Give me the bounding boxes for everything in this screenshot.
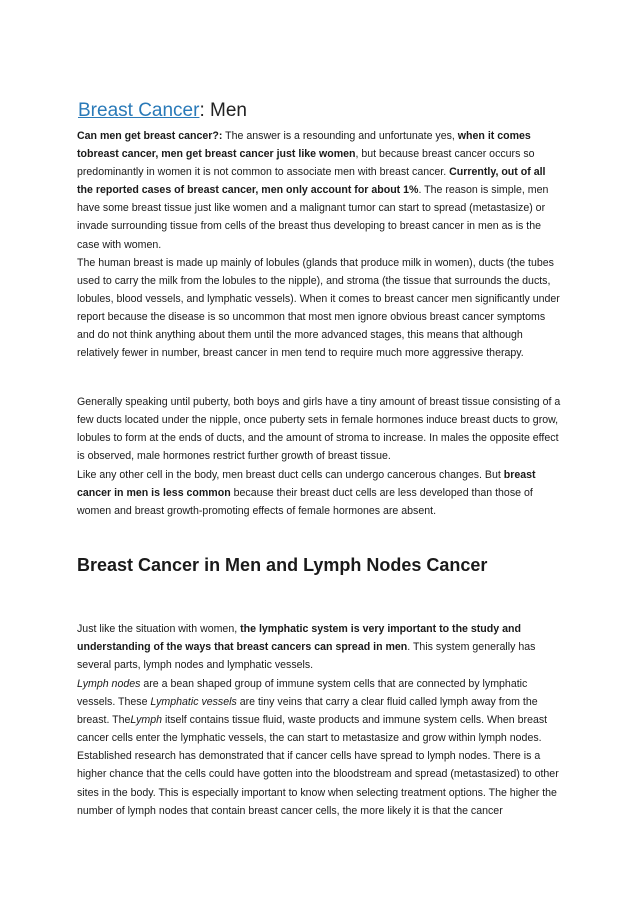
lymph-text-2: . This system generally has several parts, lymph nodes and lymphatic vessels. xyxy=(77,641,536,672)
duct-text-2: because their breast duct cells are less developed than those of women and breast growth-promoting effects of female hormones are absent. xyxy=(77,487,533,518)
lymph-emphasis: the lymphatic system is very important to the study and understanding of the ways that breast cancers can spread in men xyxy=(77,623,521,654)
intro-emphasis-1: when it comes tobreast cancer, men get breast cancer just like women xyxy=(77,130,531,161)
lymph-nodes-term: Lymph nodes xyxy=(77,678,141,690)
paragraph-puberty: Generally speaking until puberty, both boys and girls have a tiny amount of breast tissue consisting of a few ducts located under the nipple, once puberty sets in female hormones induce breast ducts to grow, lobules to form at the ends of ducts, and the amount of stroma to increase. In males the opposite effect is observed, male hormones restrict further growth of breast tissue. xyxy=(77,396,561,463)
paragraph-duct-cells xyxy=(77,466,562,520)
paragraph-anatomy: The human breast is made up mainly of lobules (glands that produce milk in women), ducts (the tubes used to carry the milk from the lobules to the nipple), and stroma (the tissue that surrounds the ducts, lobules, blood vessels, and lymphatic vessels). When it comes to breast cancer men significantly under report because the disease is so uncommon that most men ignore obvious breast cancer symptoms and do not think anything about them until the more advanced stages, this means that although relatively fewer in number, breast cancer in men tend to require much more aggressive therapy. xyxy=(77,257,560,360)
title-link[interactable]: Breast Cancer xyxy=(78,100,200,121)
paragraph-intro xyxy=(77,127,562,254)
intro-text-3: . The reason is simple, men have some breast tissue just like women and a malignant tumor can start to spread (metastasize) or invade surrounding tissue from cells of the breast thus developing to breast cancer in men as is the case with women. xyxy=(77,184,549,251)
lymphatic-vessels-term: Lymphatic vessels xyxy=(150,696,237,709)
nodes-text-1: are a bean shaped group of immune system cells that are connected by lymphatic vessels. These xyxy=(77,678,528,709)
lymph-text-1: Just like the situation with women, xyxy=(77,623,241,635)
intro-text-1: The answer is a resounding and unfortunate yes, xyxy=(222,130,458,142)
paragraph-lymph-nodes xyxy=(77,675,562,820)
intro-question: Can men get breast cancer?: xyxy=(77,130,223,142)
intro-text-2: , but because breast cancer occurs so predominantly in women it is not common to associate men with breast cancer. xyxy=(77,148,535,179)
duct-text-1: Like any other cell in the body, men breast duct cells can undergo cancerous changes. But xyxy=(77,469,504,481)
lymph-term: Lymph xyxy=(130,714,163,727)
intro-emphasis-2: Currently, out of all the reported cases of breast cancer, men only account for about 1% xyxy=(77,166,546,197)
section-heading: Breast Cancer in Men and Lymph Nodes Cancer xyxy=(77,555,488,575)
nodes-text-3: itself contains tissue fluid, waste products and immune system cells. When breast cancer cells enter the lymphatic vessels, the can start to metastasize and grow within lymph nodes. Established research has demonstrated that if cancer cells have spread to lymph nodes. There is a higher chance that the cells could have gotten into the bloodstream and spread (metastasized) to other sites in the body. This is especially important to know when selecting treatment options. The higher the number of lymph nodes that contain breast cancer cells, the more likely it is that the cancer xyxy=(77,714,559,817)
title-suffix: : Men xyxy=(199,100,247,121)
paragraph-lymphatic xyxy=(77,620,562,674)
nodes-text-2: are tiny veins that carry a clear fluid called lymph away from the breast. The xyxy=(77,696,538,727)
duct-emphasis: breast cancer in men is less common xyxy=(77,469,536,500)
page-title xyxy=(78,98,578,124)
